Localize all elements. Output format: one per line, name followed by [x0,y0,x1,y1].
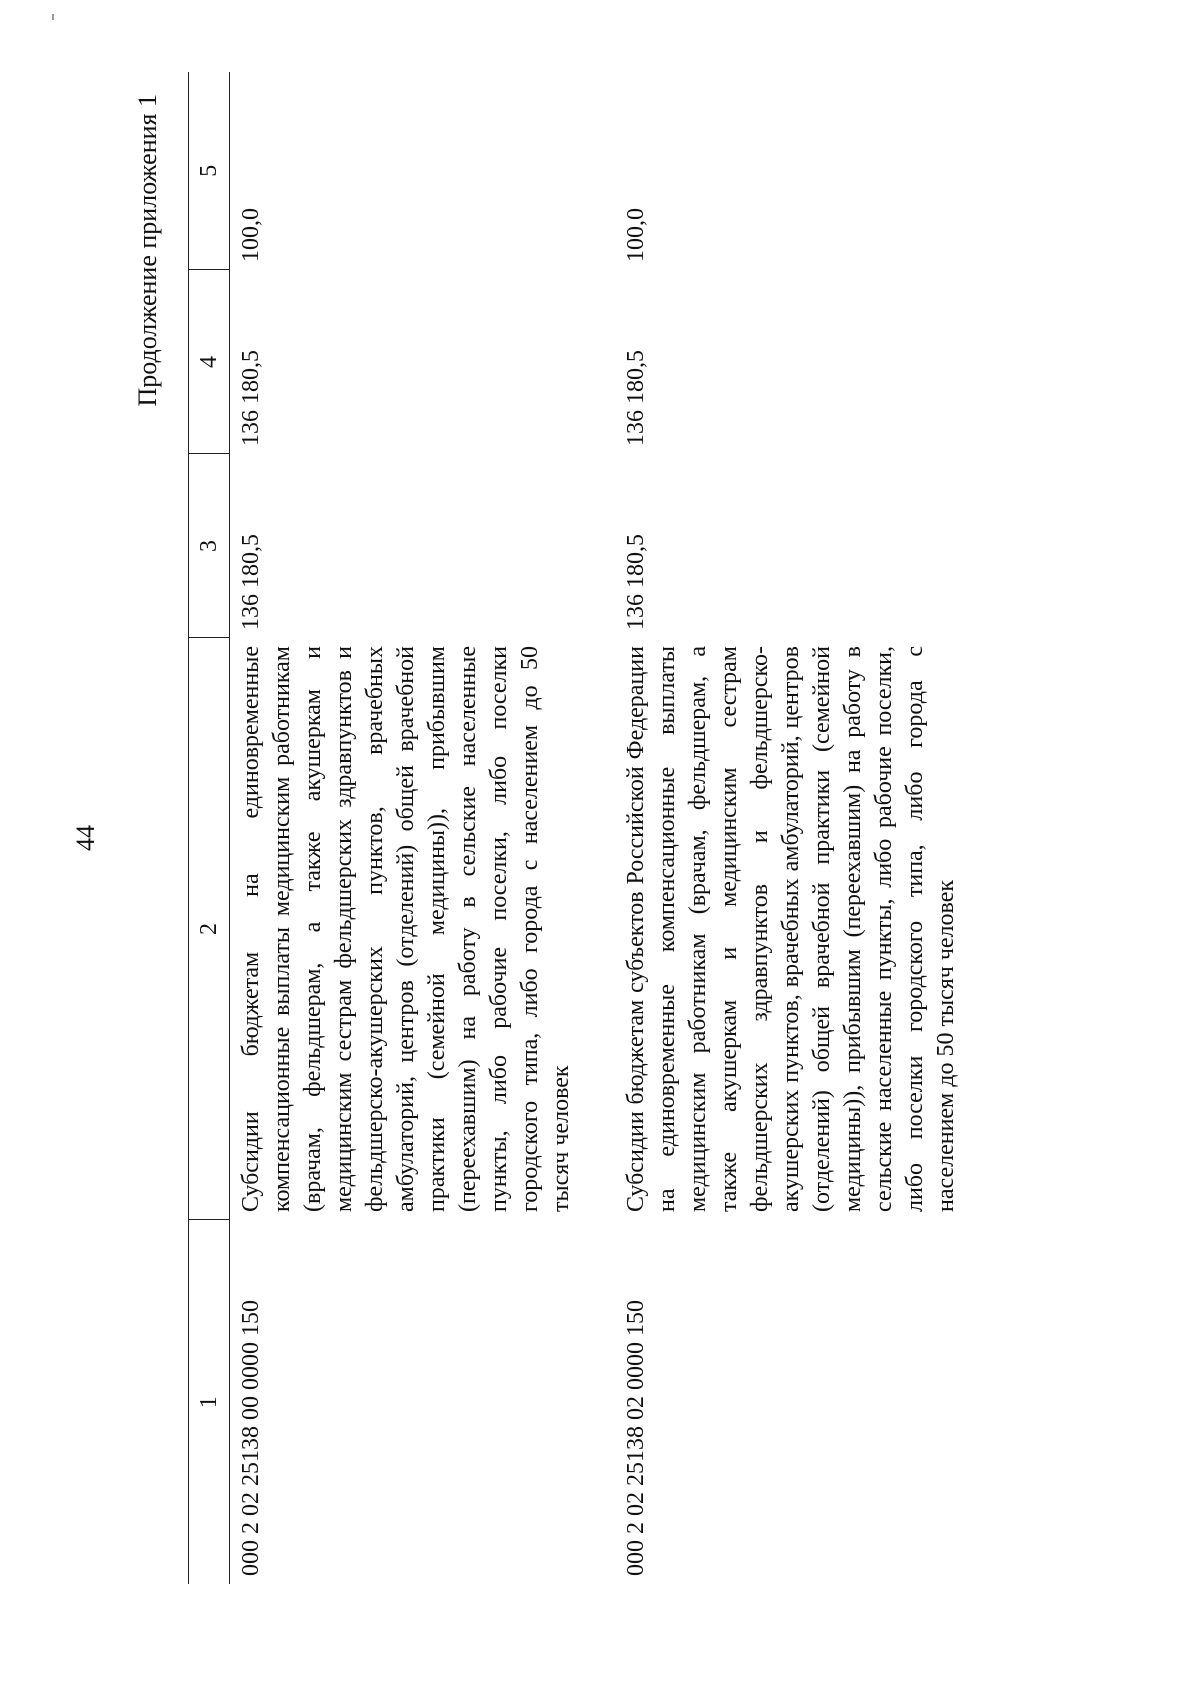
budget-code-cell: 000 2 02 25138 00 0000 150 [238,1300,264,1576]
budget-table [188,72,1000,1584]
description-cell: Субсидии бюджетам на единовременные компенсационные выплаты медицинским работникам (врачам, фельдшерам, а также акушеркам и медицинским сестрам фельдшерских здравпунктов и фельдшерско-акушерских пунктов, врачебных амбулаторий, центров (отделений) общей врачебной практики (семейной медицины)), прибывшим (переехавшим) на работу в сельские населенные пункты, либо рабочие поселки, либо поселки городского типа, либо города с населением до 50 тысяч человек [238,646,574,1212]
page-number: 44 [71,825,100,851]
percent-cell: 100,0 [623,208,649,262]
table-row [230,72,616,1584]
value-col4-cell: 136 180,5 [623,350,649,446]
column-header: 2 [189,638,230,1220]
budget-code-cell: 000 2 02 25138 02 0000 150 [623,1300,649,1576]
column-header: 5 [189,72,230,270]
column-header: 1 [189,1220,230,1584]
percent-cell: 100,0 [238,208,264,262]
value-col3-cell: 136 180,5 [623,534,649,630]
table-header-row [189,72,230,1584]
value-col3-cell: 136 180,5 [238,534,264,630]
column-header: 3 [189,454,230,638]
continuation-title: Продолжение приложения 1 [133,94,162,407]
value-col4-cell: 136 180,5 [238,350,264,446]
column-header: 4 [189,270,230,454]
table-row [615,72,1000,1584]
description-cell: Субсидии бюджетам субъектов Российской Федерации на единовременные компенсационные выплаты медицинским работникам (врачам, фельдшерам, а также акушеркам и медицинским сестрам фельдшерских здравпунктов и фельдшерско-акушерских пунктов, врачебных амбулаторий, центров (отделений) общей врачебной практики (семейной медицины)), прибывшим (переехавшим) на работу в сельские населенные пункты, либо рабочие поселки, либо поселки городского типа, либо города с населением до 50 тысяч человек [623,646,959,1212]
